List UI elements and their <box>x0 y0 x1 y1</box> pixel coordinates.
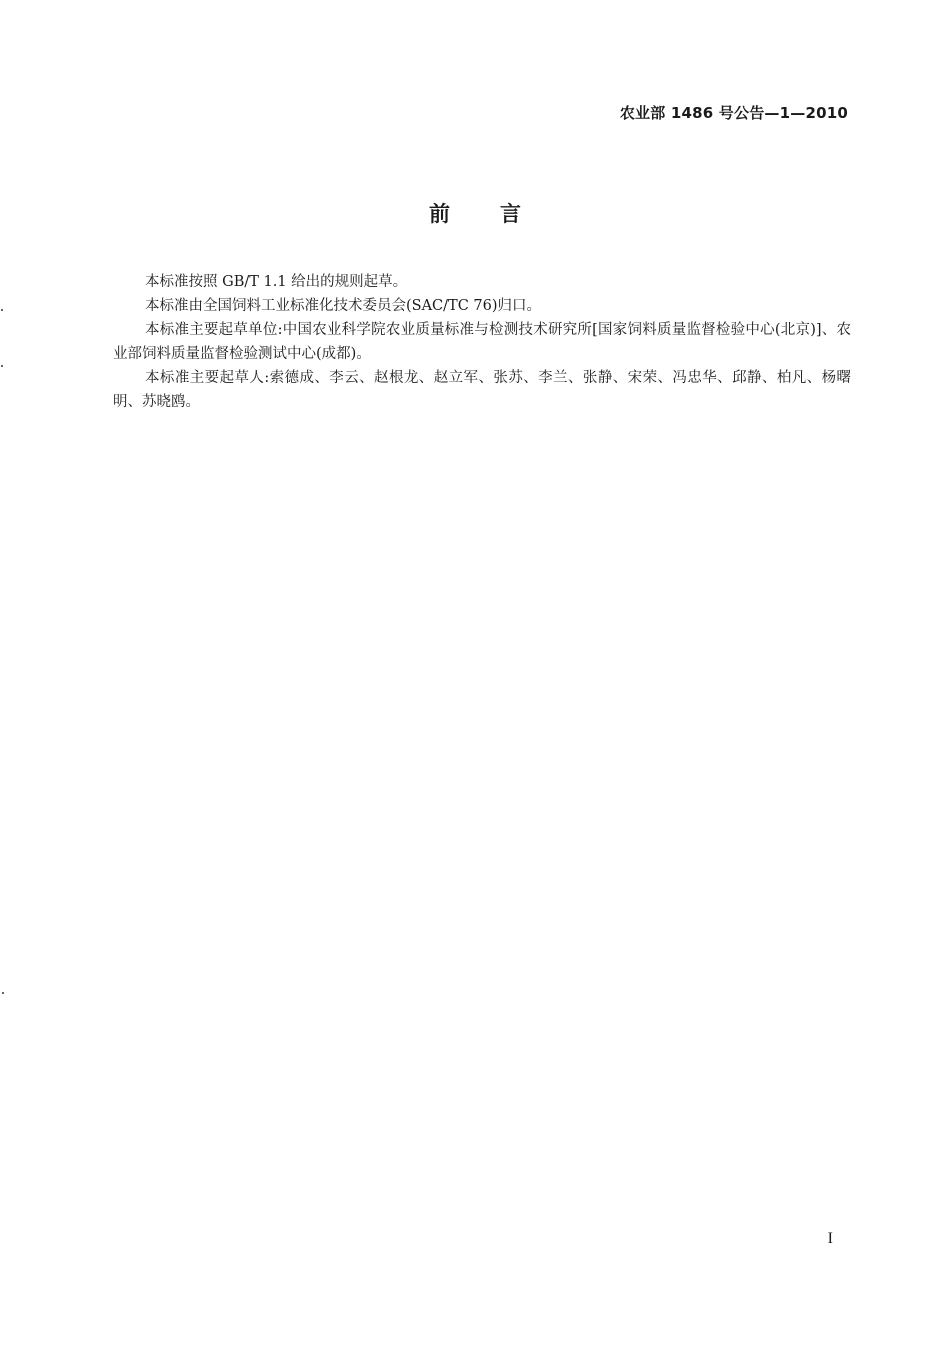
page-title: 前言 <box>429 202 571 226</box>
foreword-body <box>113 270 851 414</box>
standard-code: 农业部 1486 号公告—1—2010 <box>619 104 848 122</box>
scan-artifact-dot <box>1 365 3 367</box>
paragraph-drafting-units: 本标准主要起草单位:中国农业科学院农业质量标准与检测技术研究所[国家饲料质量监督检验中心(北京)]、农业部饲料质量监督检验测试中心(成都)。 <box>113 322 851 362</box>
paragraph-drafting-rules: 本标准按照 GB/T 1.1 给出的规则起草。 <box>145 274 408 290</box>
scan-artifact-dot <box>1 309 3 311</box>
scan-artifact-dot <box>2 992 4 994</box>
paragraph-committee: 本标准由全国饲料工业标准化技术委员会(SAC/TC 76)归口。 <box>145 298 542 314</box>
paragraph-drafters: 本标准主要起草人:索德成、李云、赵根龙、赵立军、张苏、李兰、张静、宋荣、冯忠华、邱静、柏凡、杨曙明、苏晓鸥。 <box>113 370 851 410</box>
page-number: I <box>827 1230 833 1247</box>
